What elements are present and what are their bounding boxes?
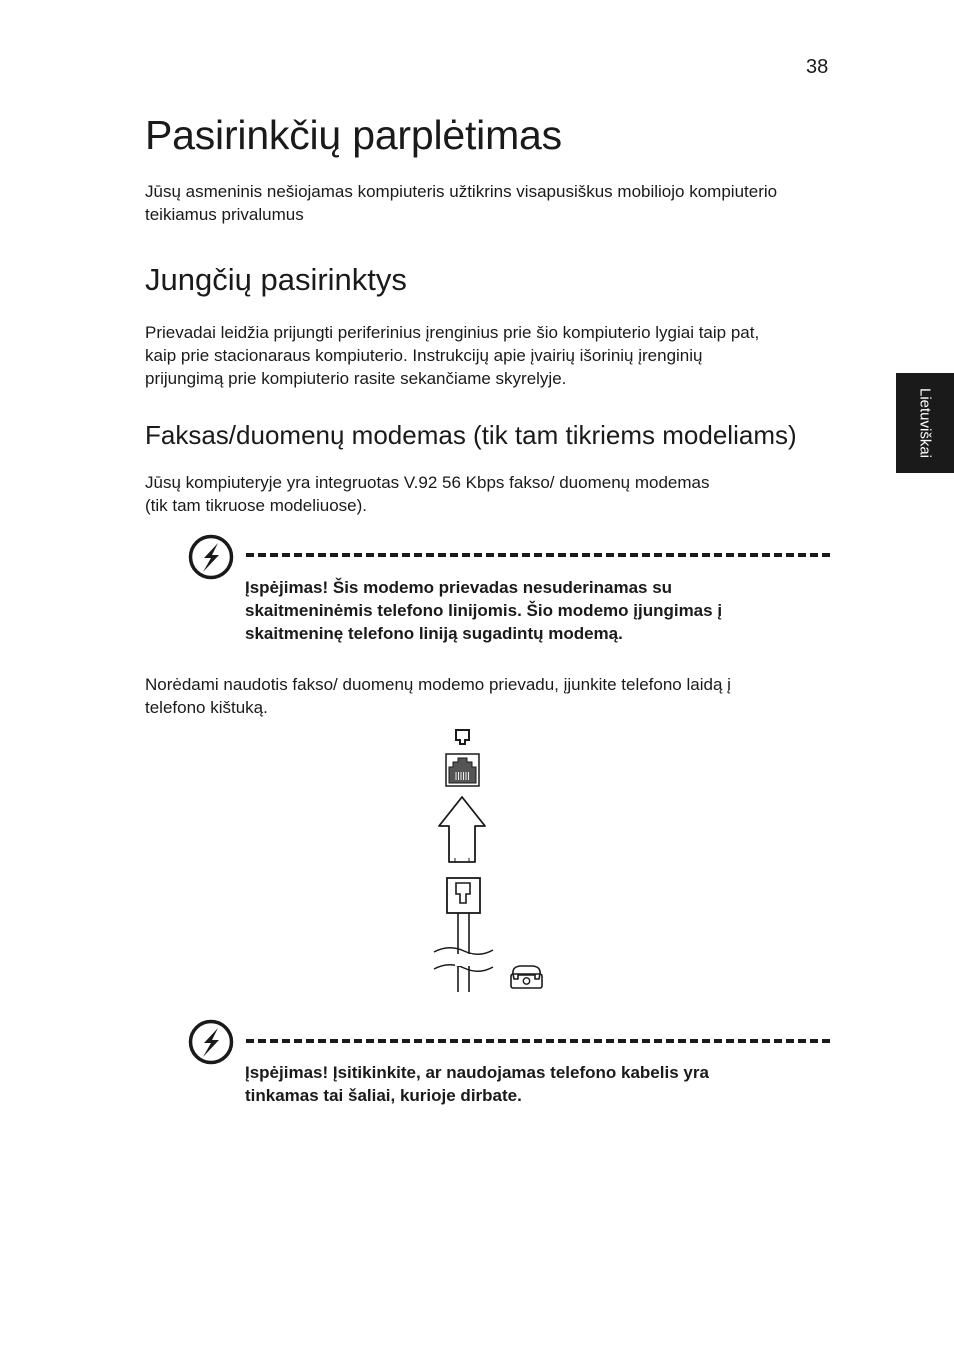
lightning-warning-icon xyxy=(188,534,234,580)
lightning-warning-icon xyxy=(188,1019,234,1065)
section-paragraph xyxy=(145,321,835,390)
section-line: kaip prie stacionaraus kompiuterio. Instrukcijų apie įvairių išorinių įrenginių xyxy=(145,346,703,365)
warning-line: skaitmeninėmis telefono linijomis. Šio modemo įjungimas į xyxy=(245,601,723,620)
subsection-line: (tik tam tikruose modeliuose). xyxy=(145,496,368,515)
telephone-icon xyxy=(511,966,542,988)
warning-line: Įspėjimas! Šis modemo prievadas nesuderinamas su xyxy=(245,578,673,597)
warning-line: tinkamas tai šaliai, kurioje dirbate. xyxy=(245,1086,522,1105)
rj11-plug-icon xyxy=(434,878,493,992)
warning-divider xyxy=(246,1039,830,1043)
up-arrow-icon xyxy=(439,797,485,862)
subsection-heading: Faksas/duomenų modemas (tik tam tikriems modeliams) xyxy=(145,420,797,450)
modem-connection-illustration xyxy=(425,724,550,996)
warning-text xyxy=(245,576,722,645)
page-title: Pasirinkčių parplėtimas xyxy=(145,112,562,158)
rj11-jack xyxy=(446,754,479,786)
instruction-paragraph xyxy=(145,673,835,719)
section-line: prijungimą prie kompiuterio rasite sekančiame skyrelyje. xyxy=(145,369,567,388)
instruction-line: telefono kištuką. xyxy=(145,698,268,717)
warning-line: skaitmeninę telefono liniją sugadintų modemą. xyxy=(245,624,623,643)
section-line: Prievadai leidžia prijungti periferinius įrenginius prie šio kompiuterio lygiai taip pat, xyxy=(145,323,760,342)
language-side-tab xyxy=(896,373,954,473)
intro-paragraph xyxy=(145,180,835,226)
intro-line: Jūsų asmeninis nešiojamas kompiuteris užtikrins visapusiškus mobiliojo kompiuterio xyxy=(145,182,778,201)
language-label: Lietuviškai xyxy=(916,387,934,459)
warning-line: Įspėjimas! Įsitikinkite, ar naudojamas telefono kabelis yra xyxy=(245,1063,709,1082)
subsection-paragraph xyxy=(145,471,835,517)
section-heading: Jungčių pasirinktys xyxy=(145,262,407,297)
warning-divider xyxy=(246,553,830,557)
warning-text xyxy=(245,1061,709,1107)
subsection-line: Jūsų kompiuteryje yra integruotas V.92 56 Kbps fakso/ duomenų modemas xyxy=(145,473,710,492)
instruction-line: Norėdami naudotis fakso/ duomenų modemo prievadu, įjunkite telefono laidą į xyxy=(145,675,731,694)
page-number: 38 xyxy=(806,56,829,78)
intro-line: teikiamus privalumus xyxy=(145,205,304,224)
rj11-port-icon xyxy=(456,730,469,744)
